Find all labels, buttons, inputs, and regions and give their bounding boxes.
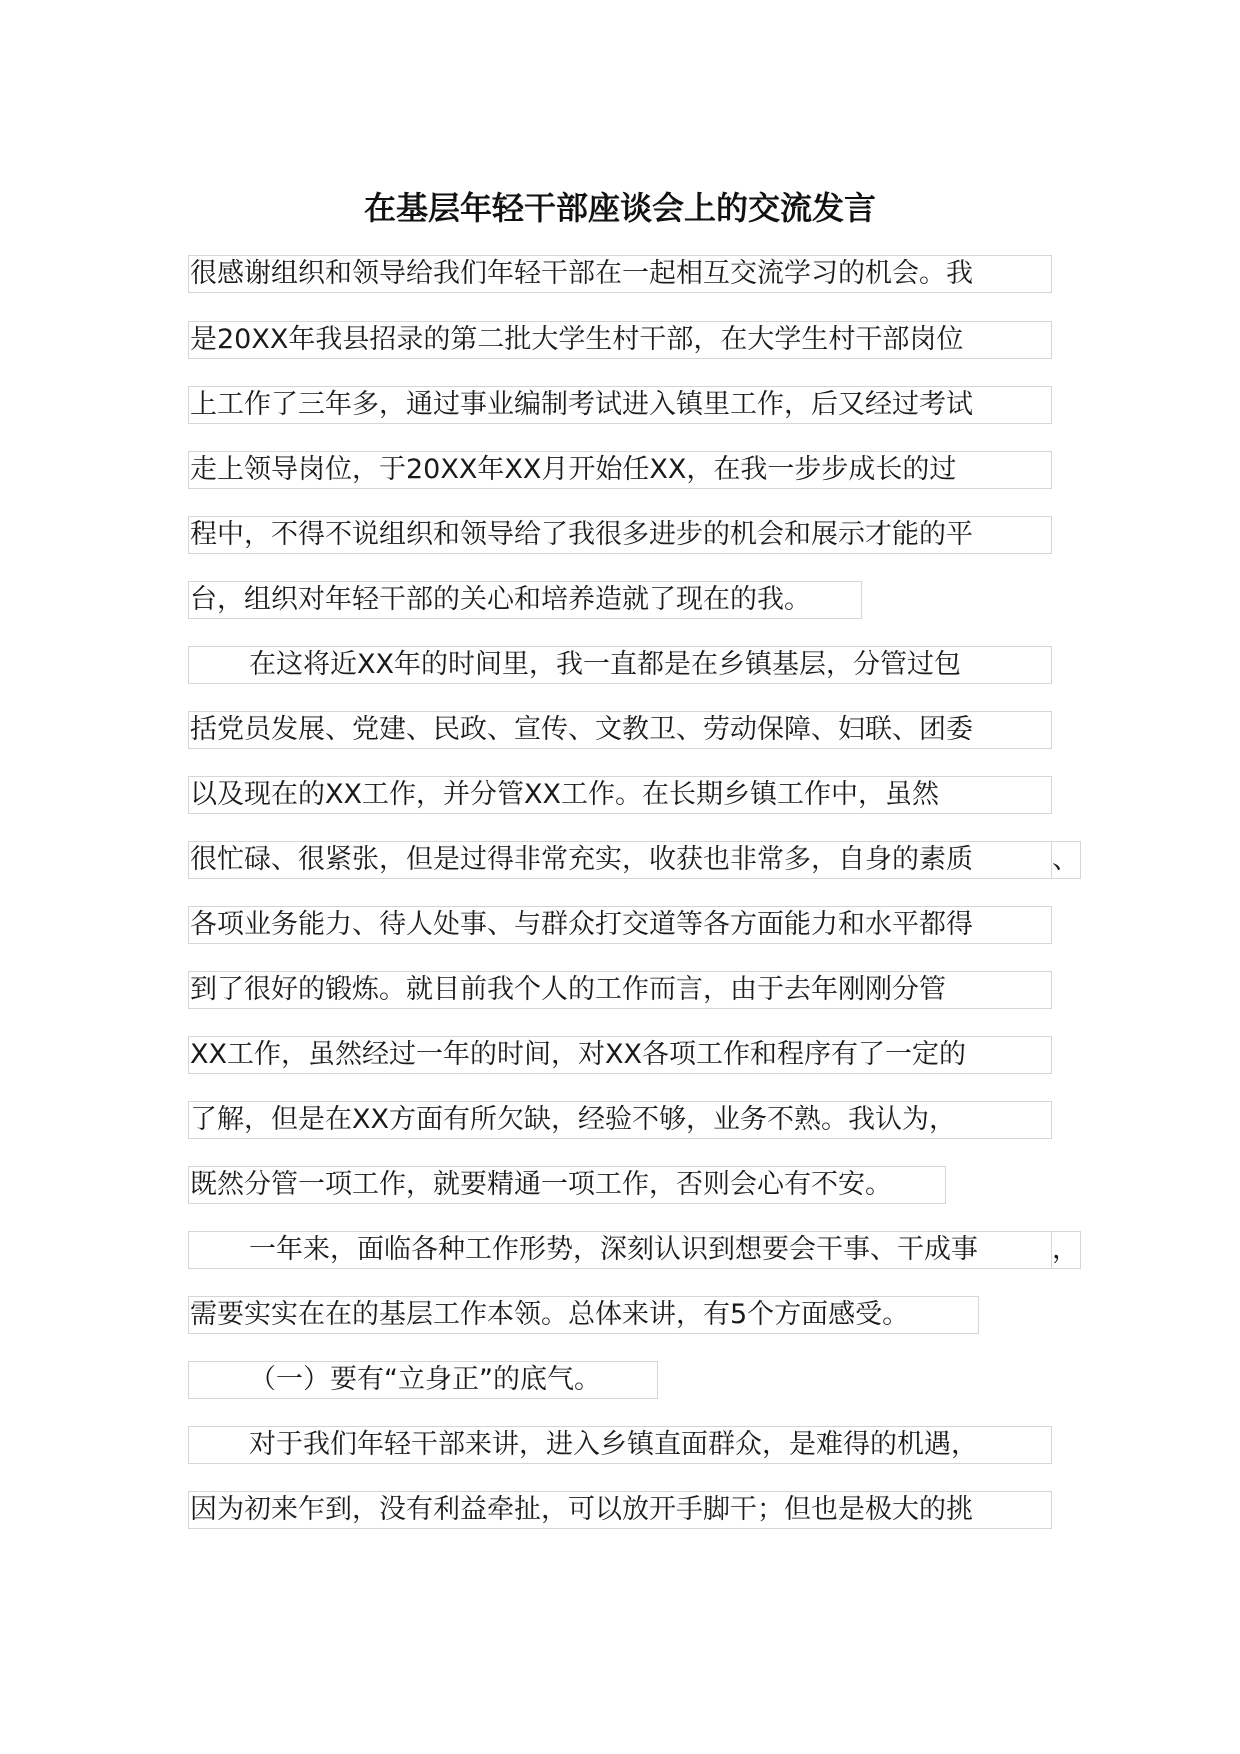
text-line-6: 台，组织对年轻干部的关心和培养造就了现在的我。 [188,581,862,619]
text-line-5: 程中，不得不说组织和领导给了我很多进步的机会和展示才能的平 [188,516,1052,554]
text-line-13: XX工作，虽然经过一年的时间，对XX各项工作和程序有了一定的 [188,1036,1052,1074]
text-line-12: 到了很好的锻炼。就目前我个人的工作而言，由于去年刚刚分管 [188,971,1052,1009]
text-line-16: 一年来，面临各种工作形势，深刻认识到想要会干事、干成事 [188,1231,1052,1269]
text-line-10-overflow: 、 [1050,841,1081,879]
text-line-14: 了解，但是在XX方面有所欠缺，经验不够，业务不熟。我认为， [188,1101,1052,1139]
text-line-4: 走上领导岗位，于20XX年XX月开始任XX，在我一步步成长的过 [188,451,1052,489]
text-line-2: 是20XX年我县招录的第二批大学生村干部，在大学生村干部岗位 [188,321,1052,359]
text-line-3: 上工作了三年多，通过事业编制考试进入镇里工作，后又经过考试 [188,386,1052,424]
text-line-17: 需要实实在在的基层工作本领。总体来讲，有5个方面感受。 [188,1296,979,1334]
text-line-20: 因为初来乍到，没有利益牵扯，可以放开手脚干；但也是极大的挑 [188,1491,1052,1529]
text-line-8: 括党员发展、党建、民政、宣传、文教卫、劳动保障、妇联、团委 [188,711,1052,749]
text-line-7: 在这将近XX年的时间里，我一直都是在乡镇基层，分管过包 [188,646,1052,684]
text-line-19: 对于我们年轻干部来讲，进入乡镇直面群众，是难得的机遇， [188,1426,1052,1464]
text-line-10: 很忙碌、很紧张，但是过得非常充实，收获也非常多，自身的素质 [188,841,1052,879]
section-heading-1: （一）要有“立身正”的底气。 [188,1361,658,1399]
text-line-11: 各项业务能力、待人处事、与群众打交道等各方面能力和水平都得 [188,906,1052,944]
text-line-1: 很感谢组织和领导给我们年轻干部在一起相互交流学习的机会。我 [188,255,1052,293]
text-line-16-overflow: ， [1050,1231,1081,1269]
document-title: 在基层年轻干部座谈会上的交流发言 [363,189,876,227]
text-line-15: 既然分管一项工作，就要精通一项工作，否则会心有不安。 [188,1166,946,1204]
text-line-9: 以及现在的XX工作，并分管XX工作。在长期乡镇工作中，虽然 [188,776,1052,814]
